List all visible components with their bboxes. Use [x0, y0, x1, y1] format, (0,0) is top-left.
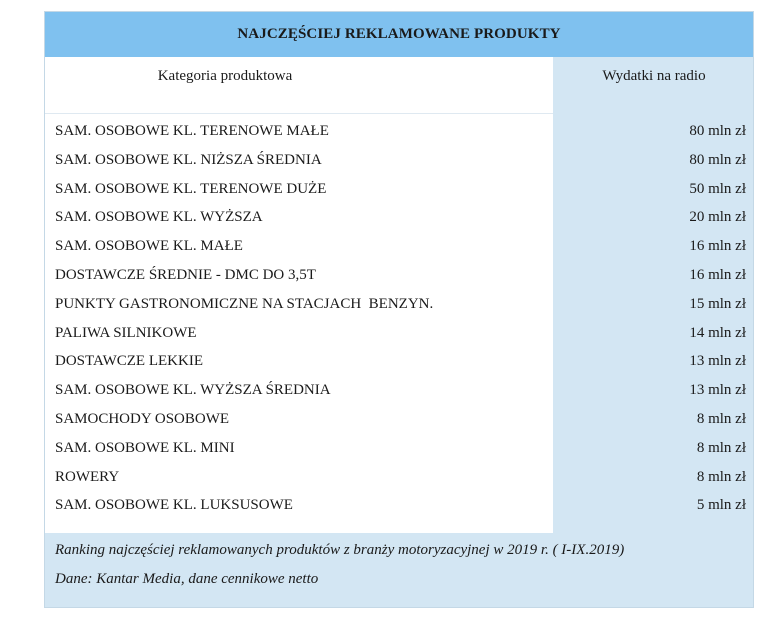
category-column-header: Kategoria produktowa: [157, 68, 293, 84]
row-spend: 13 mln zł: [689, 382, 746, 399]
row-category: PALIWA SILNIKOWE: [55, 324, 197, 341]
row-category: SAM. OSOBOWE KL. TERENOWE DUŻE: [55, 180, 327, 197]
row-spend: 8 mln zł: [696, 439, 746, 456]
row-spend: 14 mln zł: [689, 324, 746, 341]
row-spend: 80 mln zł: [689, 151, 746, 168]
table-row: [45, 353, 755, 382]
row-category: SAM. OSOBOWE KL. MAŁE: [55, 238, 243, 255]
table-source: Dane: Kantar Media, dane cennikowe netto: [55, 571, 319, 587]
table-row: [45, 296, 755, 325]
row-spend: 16 mln zł: [689, 238, 746, 255]
row-category: DOSTAWCZE ŚREDNIE - DMC DO 3,5T: [55, 267, 316, 283]
table-row: [45, 325, 755, 354]
table-row: [45, 440, 755, 469]
table-row: [45, 497, 755, 526]
spend-column-header: Wydatki na radio: [602, 68, 706, 84]
table-row: [45, 123, 755, 152]
row-spend: 8 mln zł: [696, 411, 746, 427]
row-category: SAM. OSOBOWE KL. WYŻSZA ŚREDNIA: [55, 382, 331, 399]
table-row: [45, 181, 755, 210]
row-spend: 13 mln zł: [689, 353, 746, 370]
row-spend: 8 mln zł: [696, 468, 746, 485]
row-category: DOSTAWCZE LEKKIE: [55, 353, 203, 370]
table-row: [45, 382, 755, 411]
row-category: SAM. OSOBOWE KL. TERENOWE MAŁE: [55, 123, 329, 139]
row-category: SAM. OSOBOWE KL. WYŻSZA: [55, 209, 263, 226]
row-spend: 15 mln zł: [689, 295, 746, 312]
row-spend: 5 mln zł: [696, 497, 746, 514]
row-category: SAMOCHODY OSOBOWE: [55, 411, 230, 427]
row-spend: 80 mln zł: [689, 123, 746, 139]
row-spend: 20 mln zł: [689, 209, 746, 226]
table-row: [45, 209, 755, 238]
table-caption: Ranking najczęściej reklamowanych produktów z branży motoryzacyjnej w 2019 r. ( I-IX.2019): [55, 542, 625, 558]
table-row: [45, 267, 755, 296]
row-category: ROWERY: [55, 468, 120, 485]
table-row: [45, 469, 755, 498]
row-category: SAM. OSOBOWE KL. MINI: [55, 439, 235, 456]
table-row: [45, 152, 755, 181]
table-row: [45, 411, 755, 440]
table-title: NAJCZĘŚCIEJ REKLAMOWANE PRODUKTY: [45, 12, 753, 57]
row-category: PUNKTY GASTRONOMICZNE NA STACJACH BENZYN.: [55, 295, 434, 312]
row-category: SAM. OSOBOWE KL. NIŻSZA ŚREDNIA: [55, 151, 322, 168]
ranking-table: [44, 11, 754, 608]
row-category: SAM. OSOBOWE KL. LUKSUSOWE: [55, 497, 293, 514]
row-spend: 16 mln zł: [689, 267, 746, 283]
header-divider: [45, 113, 553, 114]
row-spend: 50 mln zł: [689, 180, 746, 197]
table-row: [45, 238, 755, 267]
